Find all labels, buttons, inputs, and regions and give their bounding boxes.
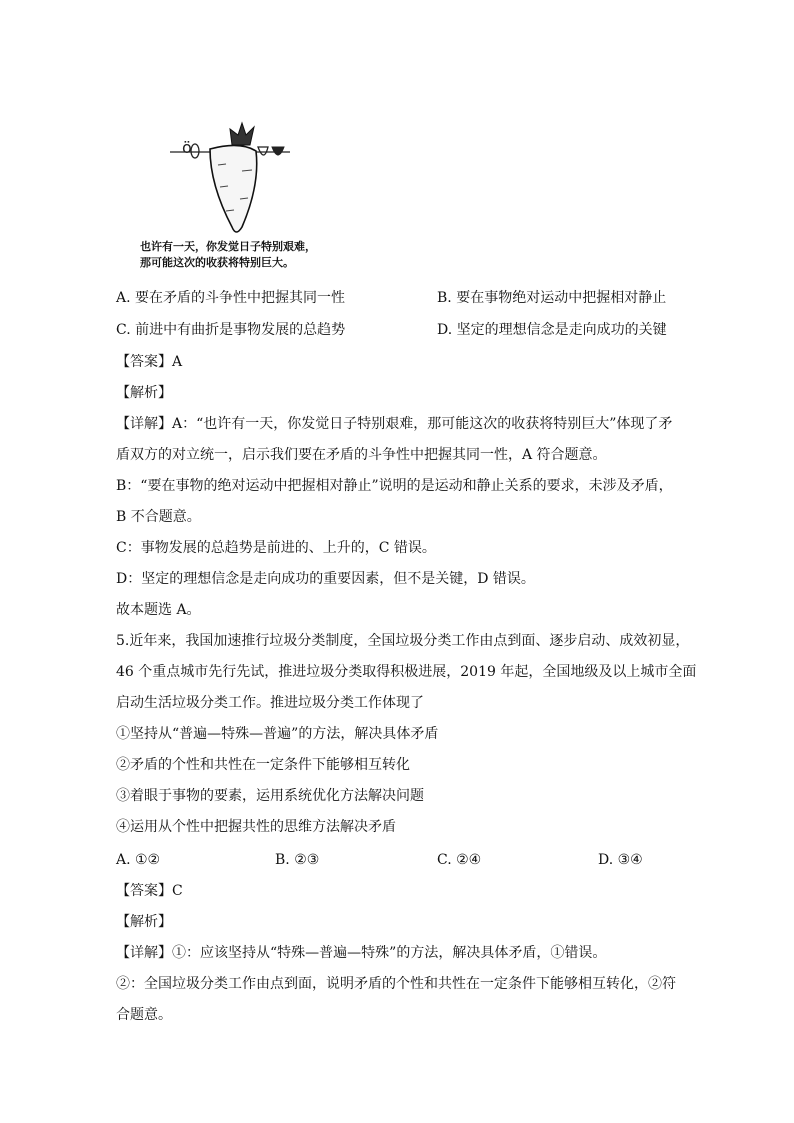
q5-analysis-label: 【解析】 <box>116 914 172 930</box>
q5-stem-line: 46 个重点城市先行先试，推进垃圾分类取得积极进展，2019 年起，全国地级及以上城市全面 <box>116 664 697 680</box>
q5-option-c: C. ②④ <box>437 852 482 868</box>
q5-detail-line: 【详解】①：应该坚持从“特殊—普遍—特殊”的方法，解决具体矛盾，①错误。 <box>116 945 607 961</box>
q5-statement-1: ①坚持从“普遍—特殊—普遍”的方法，解决具体矛盾 <box>116 726 439 742</box>
q4-conclusion: 故本题选 A。 <box>116 602 201 618</box>
q5-option-a: A. ①② <box>116 852 161 868</box>
q4-option-d: D. 坚定的理想信念是走向成功的关键 <box>437 322 667 338</box>
q4-option-a: A. 要在矛盾的斗争性中把握其同一性 <box>116 290 346 306</box>
q5-option-b: B. ②③ <box>275 852 320 868</box>
q5-answer: 【答案】C <box>116 883 183 899</box>
carrot-icon <box>160 115 350 240</box>
svg-text:ö: ö <box>182 138 192 157</box>
q4-analysis-label: 【解析】 <box>116 385 172 401</box>
figure-caption <box>140 239 370 271</box>
caption-line-1: 也许有一天，你发觉日子特别艰难， <box>140 240 316 253</box>
q4-answer: 【答案】A <box>116 354 183 370</box>
q5-statement-3: ③着眼于事物的要素，运用系统优化方法解决问题 <box>116 788 424 804</box>
q5-detail-line: 合题意。 <box>116 1007 172 1023</box>
q5-stem-line: 启动生活垃圾分类工作。推进垃圾分类工作体现了 <box>116 695 424 711</box>
q4-detail-line: D：坚定的理想信念是走向成功的重要因素，但不是关键，D 错误。 <box>116 571 535 587</box>
q4-detail-line: 【详解】A：“也许有一天，你发觉日子特别艰难，那可能这次的收获将特别巨大”体现了矛 <box>116 416 673 432</box>
q5-statement-2: ②矛盾的个性和共性在一定条件下能够相互转化 <box>116 757 410 773</box>
q4-option-b: B. 要在事物绝对运动中把握相对静止 <box>437 290 667 306</box>
q4-detail-line: B：“要在事物的绝对运动中把握相对静止”说明的是运动和静止关系的要求，未涉及矛盾， <box>116 478 673 494</box>
q5-detail-line: ②：全国垃圾分类工作由点到面，说明矛盾的个性和共性在一定条件下能够相互转化，②符 <box>116 976 676 992</box>
caption-line-2: 那可能这次的收获将特别巨大。 <box>140 256 294 269</box>
q4-detail-line: 盾双方的对立统一，启示我们要在矛盾的斗争性中把握其同一性，A 符合题意。 <box>116 447 607 463</box>
carrot-illustration <box>140 115 350 275</box>
q4-option-c: C. 前进中有曲折是事物发展的总趋势 <box>116 322 346 338</box>
q5-stem-line: 5.近年来，我国加速推行垃圾分类制度，全国垃圾分类工作由点到面、逐步启动、成效初显， <box>116 633 690 649</box>
q4-detail-line: C：事物发展的总趋势是前进的、上升的，C 错误。 <box>116 540 436 556</box>
q4-detail-line: B 不合题意。 <box>116 509 201 525</box>
q5-statement-4: ④运用从个性中把握共性的思维方法解决矛盾 <box>116 819 396 835</box>
q5-option-d: D. ③④ <box>598 852 643 868</box>
